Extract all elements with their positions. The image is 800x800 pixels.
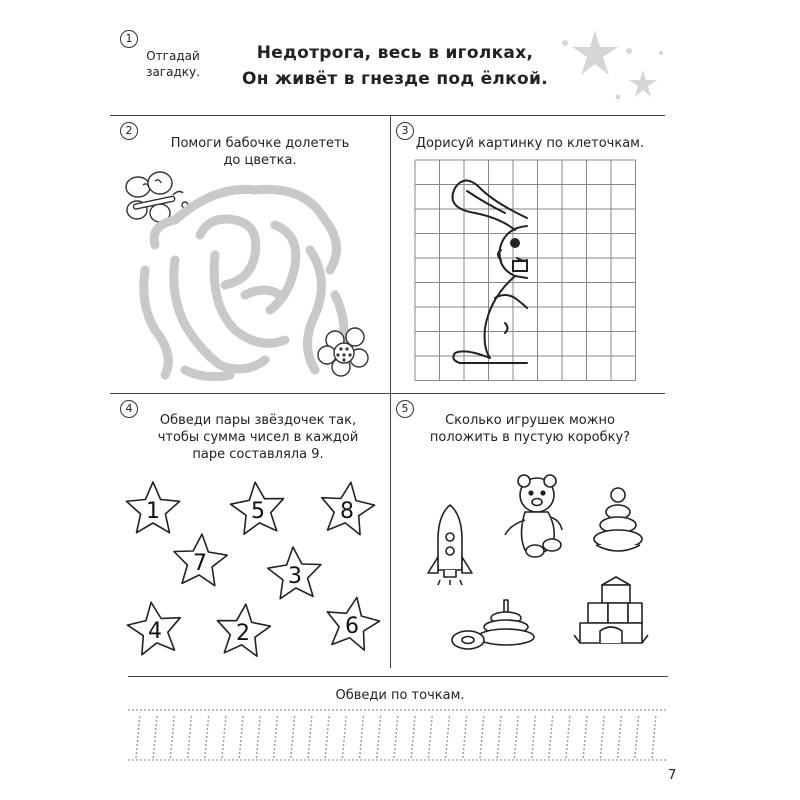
divider-vertical	[390, 115, 391, 668]
star-4[interactable]	[127, 602, 180, 654]
trace-stroke[interactable]	[239, 714, 243, 758]
rocket-icon	[428, 505, 472, 585]
star-number: 4	[148, 619, 162, 644]
divider-middle	[110, 393, 665, 394]
decorative-stars	[555, 25, 670, 110]
task4-instruction	[138, 412, 378, 463]
task5-instruction-line1: Сколько игрушек можно	[445, 413, 615, 428]
trace-stroke[interactable]	[618, 714, 622, 758]
maze-paths	[144, 189, 344, 376]
star-number: 6	[345, 614, 359, 639]
trace-stroke[interactable]	[446, 714, 450, 758]
trace-stroke[interactable]	[153, 714, 157, 758]
task4-instruction-line2: чтобы сумма чисел в каждой	[157, 430, 359, 445]
trace-stroke[interactable]	[411, 714, 415, 758]
riddle-text	[225, 40, 565, 92]
star-number: 8	[340, 499, 354, 524]
star-5[interactable]	[231, 482, 284, 534]
trace-stroke[interactable]	[308, 714, 312, 758]
star-decoration-icon	[562, 30, 663, 100]
star-7[interactable]	[174, 534, 227, 586]
trace-stroke[interactable]	[532, 714, 536, 758]
task-number-5: 5	[396, 400, 414, 418]
trace-stroke[interactable]	[136, 714, 140, 758]
star-number: 5	[251, 499, 265, 524]
task2-instruction-line2: до цветка.	[223, 153, 297, 168]
trace-stroke[interactable]	[463, 714, 467, 758]
trace-stroke[interactable]	[497, 714, 501, 758]
riddle-line2: Он живёт в гнезде под ёлкой.	[242, 69, 548, 89]
drawing-grid	[405, 158, 655, 383]
trace-stroke[interactable]	[566, 714, 570, 758]
star-number: 3	[288, 564, 302, 589]
task-number-4: 4	[120, 400, 138, 418]
trace-stroke[interactable]	[514, 714, 518, 758]
trace-stroke[interactable]	[480, 714, 484, 758]
task2-instruction	[150, 135, 370, 169]
task3-instruction: Дорисуй картинку по клеточкам.	[415, 136, 645, 151]
task-number-2: 2	[120, 122, 138, 140]
block-castle-icon	[574, 577, 648, 643]
divider-top	[110, 115, 665, 116]
task4-instruction-line1: Обведи пары звёздочек так,	[159, 413, 357, 428]
stars-puzzle	[115, 470, 385, 670]
task2-instruction-line1: Помоги бабочке долететь	[170, 136, 350, 151]
star-6[interactable]	[327, 597, 379, 650]
riddle-line1: Недотрога, весь в иголках,	[256, 43, 534, 63]
trace-stroke[interactable]	[635, 714, 639, 758]
ring-pyramid-icon	[594, 488, 642, 551]
trace-stroke[interactable]	[549, 714, 553, 758]
star-number: 2	[236, 621, 250, 646]
task4-instruction-line3: паре составляла 9.	[192, 447, 324, 462]
task1-instruction	[138, 48, 208, 80]
trace-stroke[interactable]	[205, 714, 209, 758]
trace-stroke[interactable]	[583, 714, 587, 758]
trace-stroke[interactable]	[256, 714, 260, 758]
star-number: 7	[193, 551, 207, 576]
trace-stroke[interactable]	[291, 714, 295, 758]
star-2[interactable]	[217, 604, 270, 656]
task6-instruction: Обведи по точкам.	[335, 688, 465, 703]
trace-stroke[interactable]	[600, 714, 604, 758]
task1-instruction-line2: загадку.	[146, 65, 200, 79]
divider-bottom	[128, 676, 668, 677]
trace-stroke[interactable]	[377, 714, 381, 758]
star-1[interactable]	[126, 482, 179, 533]
trace-stroke[interactable]	[428, 714, 432, 758]
task-number-1: 1	[120, 30, 138, 48]
task5-instruction	[410, 412, 650, 446]
task1-instruction-line1: Отгадай	[146, 49, 200, 63]
trace-stroke[interactable]	[342, 714, 346, 758]
tracing-area	[128, 708, 668, 768]
trace-stroke[interactable]	[222, 714, 226, 758]
trace-stroke[interactable]	[652, 714, 656, 758]
flat-rings-icon	[452, 600, 534, 649]
trace-stroke[interactable]	[170, 714, 174, 758]
star-3[interactable]	[268, 547, 321, 599]
flower-icon	[318, 328, 368, 376]
maze-illustration	[115, 165, 385, 390]
trace-stroke[interactable]	[188, 714, 192, 758]
trace-stroke[interactable]	[325, 714, 329, 758]
star-number: 1	[146, 499, 160, 524]
teddy-bear-icon	[505, 475, 562, 557]
page-number: 7	[668, 768, 677, 783]
trace-stroke[interactable]	[394, 714, 398, 758]
trace-stroke[interactable]	[360, 714, 364, 758]
toys-illustration	[400, 465, 665, 665]
star-8[interactable]	[322, 482, 375, 534]
task-number-3: 3	[396, 122, 414, 140]
task5-instruction-line2: положить в пустую коробку?	[429, 430, 631, 445]
trace-stroke[interactable]	[274, 714, 278, 758]
